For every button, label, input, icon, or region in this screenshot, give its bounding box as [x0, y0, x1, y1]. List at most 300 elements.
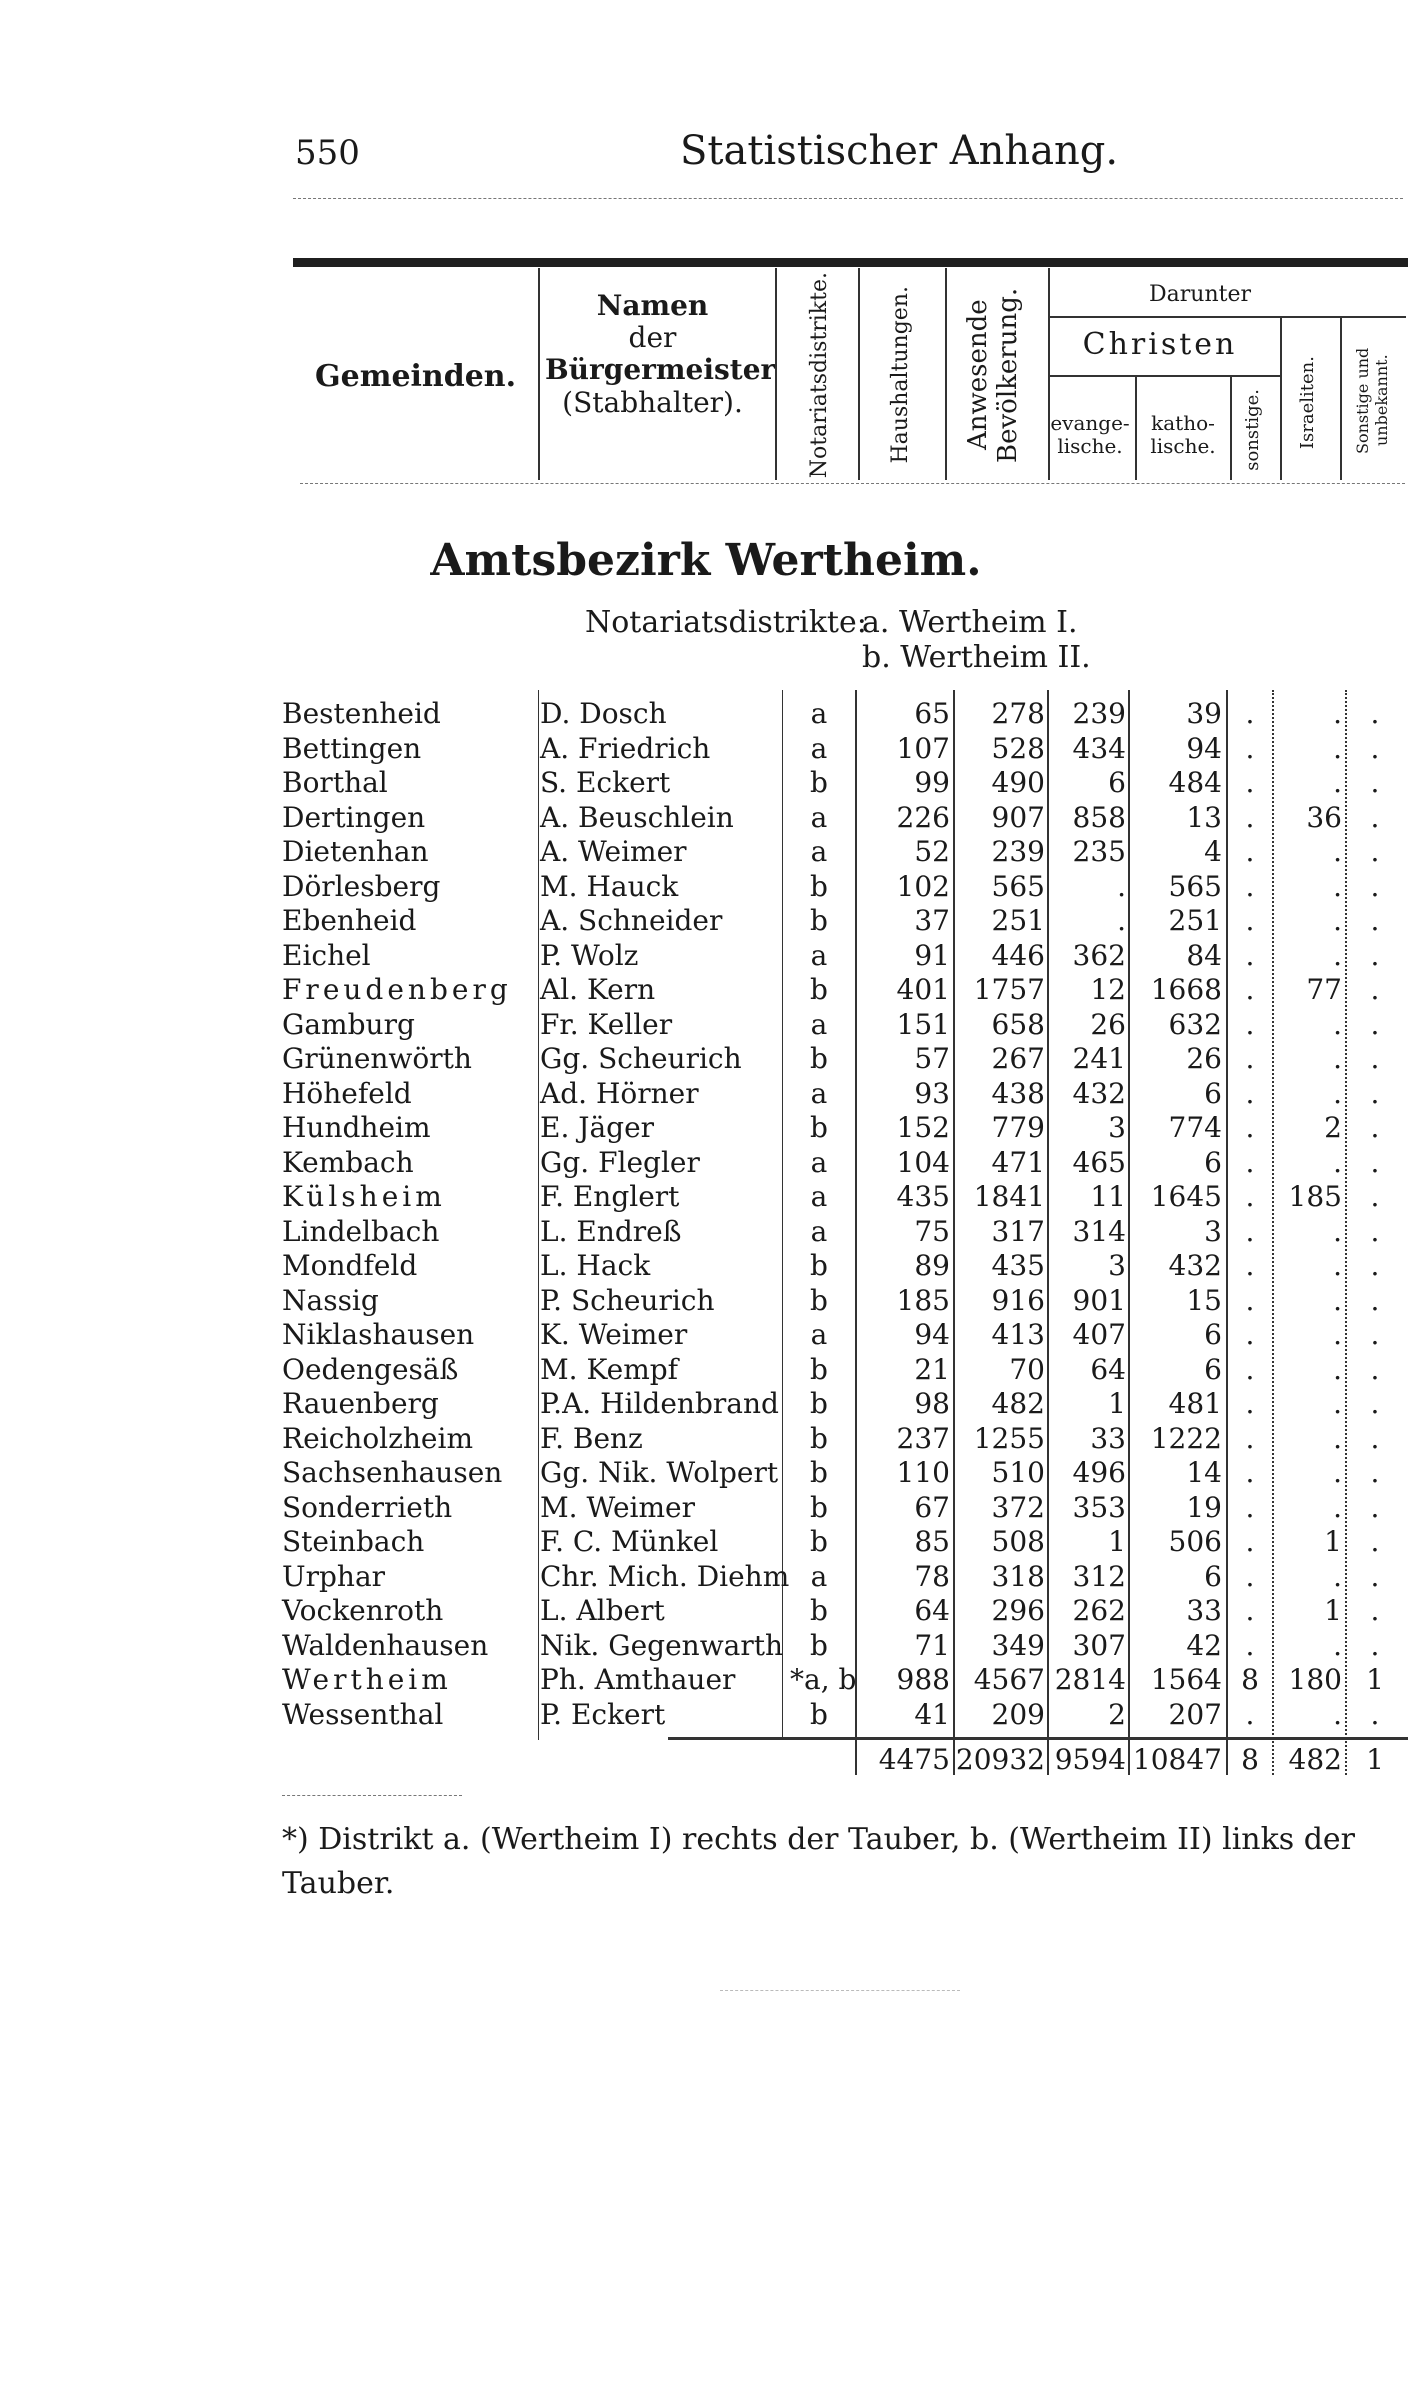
notariat-distrikt: b	[810, 1042, 828, 1075]
katholische-value: 15	[1186, 1283, 1222, 1317]
israeliten-value: .	[1333, 1076, 1342, 1110]
header-divider	[1048, 375, 1280, 377]
sonstige-value: .	[1245, 1145, 1255, 1179]
header-evangelische	[1050, 412, 1130, 458]
header-bevoelkerung: Anwesende Bevölkerung.	[963, 287, 1023, 463]
unbekannt-value: .	[1370, 1456, 1380, 1489]
katholische-value: 42	[1186, 1628, 1222, 1662]
table-row	[0, 1456, 1412, 1490]
haushaltungen-value: 64	[914, 1594, 950, 1627]
buergermeister-name: P.A. Hildenbrand	[540, 1387, 779, 1420]
katholische-value: 1645	[1150, 1180, 1222, 1213]
table-row	[0, 801, 1412, 835]
buergermeister-name: L. Hack	[540, 1249, 651, 1282]
katholische-value: 6	[1204, 1352, 1222, 1386]
israeliten-value: 1	[1324, 1594, 1342, 1627]
bevoelkerung-value: 372	[991, 1490, 1045, 1524]
sonstige-value: .	[1245, 731, 1255, 765]
bevoelkerung-value: 435	[991, 1249, 1045, 1282]
katholische-value: 481	[1168, 1387, 1222, 1420]
katholische-value: 1564	[1150, 1663, 1222, 1696]
gemeinde-name: Sonderrieth	[282, 1490, 453, 1524]
header-katholische-line: katho-	[1151, 411, 1215, 435]
table-row	[0, 1353, 1412, 1387]
unbekannt-value: .	[1370, 1076, 1380, 1110]
buergermeister-name: L. Endreß	[540, 1214, 682, 1248]
bevoelkerung-value: 1757	[973, 973, 1045, 1006]
buergermeister-name: K. Weimer	[540, 1318, 688, 1351]
katholische-value: 3	[1204, 1214, 1222, 1248]
haushaltungen-value: 110	[896, 1456, 950, 1489]
header-evangelische-line: evange-	[1050, 411, 1130, 435]
gemeinde-name: Grünenwörth	[282, 1042, 472, 1075]
evangelische-value: 407	[1072, 1318, 1126, 1351]
buergermeister-name: F. Englert	[540, 1180, 680, 1213]
notariat-distrikt: a	[810, 800, 828, 834]
table-row	[0, 1008, 1412, 1042]
evangelische-value: 901	[1072, 1283, 1126, 1317]
header-israeliten: Israeliten.	[1296, 355, 1318, 450]
evangelische-value: .	[1117, 904, 1126, 937]
evangelische-value: 26	[1090, 1007, 1126, 1041]
haushaltungen-value: 98	[914, 1387, 950, 1420]
buergermeister-name: P. Eckert	[540, 1697, 666, 1731]
bevoelkerung-value: 278	[991, 697, 1045, 730]
haushaltungen-value: 988	[896, 1663, 950, 1696]
gemeinde-name: Kembach	[282, 1145, 414, 1179]
unbekannt-value: .	[1370, 904, 1380, 937]
header-divider	[945, 268, 947, 480]
table-top-rule	[293, 258, 1408, 267]
israeliten-value: .	[1333, 1352, 1342, 1386]
buergermeister-name: A. Friedrich	[540, 731, 711, 765]
israeliten-value: .	[1333, 1283, 1342, 1317]
total-katholische: 10847	[1132, 1743, 1222, 1776]
table-row	[0, 1215, 1412, 1249]
bevoelkerung-value: 70	[1009, 1352, 1045, 1386]
haushaltungen-value: 102	[896, 869, 950, 903]
katholische-value: 6	[1204, 1559, 1222, 1593]
header-sonstige: sonstige.	[1241, 389, 1263, 471]
evangelische-value: 235	[1072, 835, 1126, 868]
notariat-distrikt: a	[810, 731, 828, 765]
bevoelkerung-value: 1841	[973, 1180, 1045, 1213]
bevoelkerung-value: 296	[991, 1594, 1045, 1627]
sonstige-value: .	[1245, 1042, 1255, 1075]
katholische-value: 6	[1204, 1318, 1222, 1351]
page-number: 550	[295, 133, 360, 173]
totals-row	[0, 1743, 1412, 1779]
unbekannt-value: .	[1370, 1007, 1380, 1041]
katholische-value: 13	[1186, 800, 1222, 834]
evangelische-value: 2	[1108, 1697, 1126, 1731]
evangelische-value: 64	[1090, 1352, 1126, 1386]
table-row	[0, 732, 1412, 766]
total-sonstige: 8	[1241, 1743, 1259, 1776]
unbekannt-value: .	[1370, 1249, 1380, 1282]
gemeinde-name: Freudenberg	[282, 973, 512, 1006]
buergermeister-name: A. Beuschlein	[540, 800, 734, 834]
header-divider	[1340, 318, 1342, 480]
evangelische-value: 1	[1108, 1387, 1126, 1420]
unbekannt-value: .	[1370, 1283, 1380, 1317]
buergermeister-name: P. Wolz	[540, 938, 639, 972]
table-row	[0, 1560, 1412, 1594]
haushaltungen-value: 21	[914, 1352, 950, 1386]
haushaltungen-value: 237	[896, 1421, 950, 1455]
israeliten-value: 77	[1306, 973, 1342, 1006]
israeliten-value: .	[1333, 1214, 1342, 1248]
evangelische-value: 12	[1090, 973, 1126, 1006]
unbekannt-value: .	[1370, 800, 1380, 834]
bevoelkerung-value: 471	[991, 1145, 1045, 1179]
haushaltungen-value: 67	[914, 1490, 950, 1524]
buergermeister-name: S. Eckert	[540, 766, 671, 799]
unbekannt-value: .	[1370, 938, 1380, 972]
notariat-distrikt: b	[810, 1594, 828, 1627]
bevoelkerung-value: 318	[991, 1559, 1045, 1593]
katholische-value: 94	[1186, 731, 1222, 765]
bevoelkerung-value: 779	[991, 1111, 1045, 1144]
sonstige-value: .	[1245, 1214, 1255, 1248]
haushaltungen-value: 52	[914, 835, 950, 868]
sonstige-value: .	[1245, 1111, 1255, 1144]
notariat-distrikt: *a, b	[790, 1663, 857, 1696]
notariat-distrikt: a	[810, 1214, 828, 1248]
israeliten-value: .	[1333, 731, 1342, 765]
header-unbekannt: Sonstige und unbekannt.	[1353, 346, 1391, 454]
sonstige-value: .	[1245, 1456, 1255, 1489]
unbekannt-value: .	[1370, 1421, 1380, 1455]
israeliten-value: .	[1333, 1697, 1342, 1731]
evangelische-value: 33	[1090, 1421, 1126, 1455]
israeliten-value: .	[1333, 1559, 1342, 1593]
header-namen	[545, 289, 776, 419]
sonstige-value: .	[1245, 1697, 1255, 1731]
notariat-distrikt: b	[810, 1456, 828, 1489]
evangelische-value: 496	[1072, 1456, 1126, 1489]
gemeinde-name: Dörlesberg	[282, 869, 441, 903]
gemeinde-name: Reicholzheim	[282, 1421, 473, 1455]
sonstige-value: .	[1245, 1559, 1255, 1593]
table-row	[0, 1042, 1412, 1076]
header-namen-line: Namen	[596, 289, 709, 322]
header-unbekannt-cell	[1343, 325, 1403, 475]
katholische-value: 207	[1168, 1697, 1222, 1731]
header-bottom-rule	[300, 483, 1405, 484]
unbekannt-value: .	[1370, 1352, 1380, 1386]
israeliten-value: .	[1333, 1387, 1342, 1420]
evangelische-value: 432	[1072, 1076, 1126, 1110]
israeliten-value: .	[1333, 1042, 1342, 1075]
header-divider	[1280, 318, 1282, 480]
bevoelkerung-value: 907	[991, 800, 1045, 834]
notariat-distrikt: b	[810, 973, 828, 1006]
bevoelkerung-value: 413	[991, 1318, 1045, 1351]
buergermeister-name: F. Benz	[540, 1421, 643, 1455]
header-namen-line: der	[628, 321, 677, 355]
evangelische-value: 11	[1090, 1180, 1126, 1213]
buergermeister-name: A. Schneider	[540, 904, 723, 937]
evangelische-value: 353	[1072, 1490, 1126, 1524]
sonstige-value: .	[1245, 1525, 1255, 1558]
total-bevoelkerung: 20932	[955, 1743, 1045, 1776]
table-row	[0, 1318, 1412, 1352]
header-darunter: Darunter	[1149, 282, 1251, 307]
unbekannt-value: .	[1370, 766, 1380, 799]
bevoelkerung-value: 4567	[973, 1663, 1045, 1696]
katholische-value: 19	[1186, 1490, 1222, 1524]
gemeinde-name: Urphar	[282, 1559, 386, 1593]
sonstige-value: .	[1245, 1318, 1255, 1351]
running-title: Statistischer Anhang.	[680, 128, 1119, 174]
katholische-value: 6	[1204, 1076, 1222, 1110]
sonstige-value: 8	[1241, 1663, 1259, 1696]
gemeinde-name: Ebenheid	[282, 904, 417, 937]
table-row	[0, 904, 1412, 938]
gemeinde-name: Bettingen	[282, 731, 422, 765]
notariat-distrikt: a	[810, 1007, 828, 1041]
evangelische-value: 6	[1108, 766, 1126, 799]
totals-rule	[668, 1737, 1408, 1740]
gemeinde-name: Külsheim	[282, 1180, 446, 1213]
katholische-value: 432	[1168, 1249, 1222, 1282]
katholische-value: 14	[1186, 1456, 1222, 1489]
israeliten-value: .	[1333, 835, 1342, 868]
israeliten-value: 180	[1288, 1663, 1342, 1696]
katholische-value: 33	[1186, 1594, 1222, 1627]
gemeinde-name: Oedengesäß	[282, 1352, 459, 1386]
gemeinde-name: Borthal	[282, 766, 388, 799]
haushaltungen-value: 435	[896, 1180, 950, 1213]
table-row	[0, 1077, 1412, 1111]
evangelische-value: 858	[1072, 800, 1126, 834]
buergermeister-name: Gg. Nik. Wolpert	[540, 1456, 779, 1489]
table-row	[0, 1698, 1412, 1732]
gemeinde-name: Hundheim	[282, 1111, 431, 1144]
notariat-distrikt: a	[810, 1559, 828, 1593]
table-row	[0, 1594, 1412, 1628]
bevoelkerung-value: 349	[991, 1628, 1045, 1662]
israeliten-value: .	[1333, 1490, 1342, 1524]
table-row	[0, 870, 1412, 904]
katholische-value: 6	[1204, 1145, 1222, 1179]
bevoelkerung-value: 916	[991, 1283, 1045, 1317]
notariat-a: a. Wertheim I.	[862, 605, 1078, 640]
israeliten-value: .	[1333, 1249, 1342, 1282]
katholische-value: 632	[1168, 1007, 1222, 1041]
katholische-value: 4	[1204, 835, 1222, 868]
gemeinde-name: Höhefeld	[282, 1076, 412, 1110]
unbekannt-value: .	[1370, 731, 1380, 765]
notariat-distrikt: b	[810, 1387, 828, 1420]
haushaltungen-value: 37	[914, 904, 950, 937]
unbekannt-value: .	[1370, 1318, 1380, 1351]
israeliten-value: 2	[1324, 1111, 1342, 1144]
sonstige-value: .	[1245, 1628, 1255, 1662]
bevoelkerung-value: 510	[991, 1456, 1045, 1489]
total-haushaltungen: 4475	[878, 1743, 950, 1776]
katholische-value: 506	[1168, 1525, 1222, 1558]
gemeinde-name: Mondfeld	[282, 1249, 418, 1282]
notariat-distrikt: a	[810, 1076, 828, 1110]
header-rule	[293, 198, 1403, 199]
haushaltungen-value: 104	[896, 1145, 950, 1179]
table-row	[0, 766, 1412, 800]
page-end-mark	[720, 1990, 960, 1991]
evangelische-value: 307	[1072, 1628, 1126, 1662]
header-gemeinden: Gemeinden.	[315, 359, 517, 394]
bevoelkerung-value: 209	[991, 1697, 1045, 1731]
israeliten-value: .	[1333, 1007, 1342, 1041]
unbekannt-value: .	[1370, 1042, 1380, 1075]
unbekannt-value: .	[1370, 1525, 1380, 1558]
notariat-b: b. Wertheim II.	[862, 640, 1091, 675]
evangelische-value: 362	[1072, 938, 1126, 972]
header-divider	[538, 268, 540, 480]
bevoelkerung-value: 239	[991, 835, 1045, 868]
sonstige-value: .	[1245, 938, 1255, 972]
buergermeister-name: P. Scheurich	[540, 1283, 715, 1317]
evangelische-value: 3	[1108, 1111, 1126, 1144]
israeliten-value: 1	[1324, 1525, 1342, 1558]
katholische-value: 774	[1168, 1111, 1222, 1144]
unbekannt-value: .	[1370, 1697, 1380, 1731]
haushaltungen-value: 185	[896, 1283, 950, 1317]
notariat-distrikt: a	[810, 697, 828, 730]
notariat-distrikt: b	[810, 1490, 828, 1524]
table-row	[0, 1146, 1412, 1180]
sonstige-value: .	[1245, 1490, 1255, 1524]
table-row	[0, 1249, 1412, 1283]
table-row	[0, 1422, 1412, 1456]
haushaltungen-value: 57	[914, 1042, 950, 1075]
haushaltungen-value: 75	[914, 1214, 950, 1248]
unbekannt-value: 1	[1366, 1663, 1384, 1696]
israeliten-value: .	[1333, 1421, 1342, 1455]
katholische-value: 39	[1186, 697, 1222, 730]
unbekannt-value: .	[1370, 1594, 1380, 1627]
buergermeister-name: Gg. Flegler	[540, 1145, 700, 1179]
notariat-distrikt: b	[810, 1283, 828, 1317]
header-katholische	[1138, 412, 1228, 458]
bevoelkerung-value: 267	[991, 1042, 1045, 1075]
notariat-distrikt: a	[810, 1318, 828, 1351]
unbekannt-value: .	[1370, 1628, 1380, 1662]
haushaltungen-value: 226	[896, 800, 950, 834]
sonstige-value: .	[1245, 1352, 1255, 1386]
table-row	[0, 1491, 1412, 1525]
sonstige-value: .	[1245, 1387, 1255, 1420]
sonstige-value: .	[1245, 835, 1255, 868]
header-katholische-line: lische.	[1150, 434, 1216, 458]
total-unbekannt: 1	[1366, 1743, 1384, 1776]
sonstige-value: .	[1245, 1283, 1255, 1317]
evangelische-value: 262	[1072, 1594, 1126, 1627]
haushaltungen-value: 401	[896, 973, 950, 1006]
haushaltungen-value: 71	[914, 1628, 950, 1662]
unbekannt-value: .	[1370, 697, 1380, 730]
bevoelkerung-value: 508	[991, 1525, 1045, 1558]
table-row	[0, 697, 1412, 731]
sonstige-value: .	[1245, 973, 1255, 1006]
header-divider	[858, 268, 860, 480]
evangelische-value: 239	[1072, 697, 1126, 730]
buergermeister-name: M. Weimer	[540, 1490, 695, 1524]
gemeinde-name: Bestenheid	[282, 697, 441, 730]
notariat-distrikt: b	[810, 766, 828, 799]
unbekannt-value: .	[1370, 869, 1380, 903]
katholische-value: 251	[1168, 904, 1222, 937]
gemeinde-name: Gamburg	[282, 1007, 415, 1041]
buergermeister-name: M. Hauck	[540, 869, 679, 903]
haushaltungen-value: 85	[914, 1525, 950, 1558]
footnote-rule	[282, 1795, 462, 1796]
buergermeister-name: E. Jäger	[540, 1111, 655, 1144]
unbekannt-value: .	[1370, 835, 1380, 868]
unbekannt-value: .	[1370, 1490, 1380, 1524]
evangelische-value: 465	[1072, 1145, 1126, 1179]
gemeinde-name: Sachsenhausen	[282, 1456, 503, 1489]
haushaltungen-value: 107	[896, 731, 950, 765]
haushaltungen-value: 93	[914, 1076, 950, 1110]
notariat-distrikt: a	[810, 1145, 828, 1179]
haushaltungen-value: 99	[914, 766, 950, 799]
israeliten-value: .	[1333, 1628, 1342, 1662]
gemeinde-name: Rauenberg	[282, 1387, 439, 1420]
notariat-distrikt: a	[810, 1180, 828, 1213]
header-divider	[1135, 377, 1137, 480]
buergermeister-name: A. Weimer	[540, 835, 687, 868]
gemeinde-name: Eichel	[282, 938, 371, 972]
sonstige-value: .	[1245, 1076, 1255, 1110]
evangelische-value: 1	[1108, 1525, 1126, 1558]
bevoelkerung-value: 251	[991, 904, 1045, 937]
gemeinde-name: Dietenhan	[282, 835, 429, 868]
sonstige-value: .	[1245, 800, 1255, 834]
table-row	[0, 973, 1412, 1007]
unbekannt-value: .	[1370, 1145, 1380, 1179]
katholische-value: 84	[1186, 938, 1222, 972]
gemeinde-name: Waldenhausen	[282, 1628, 489, 1662]
evangelische-value: 3	[1108, 1249, 1126, 1282]
gemeinde-name: Wessenthal	[282, 1697, 444, 1731]
haushaltungen-value: 91	[914, 938, 950, 972]
buergermeister-name: M. Kempf	[540, 1352, 679, 1386]
sonstige-value: .	[1245, 766, 1255, 799]
buergermeister-name: D. Dosch	[540, 697, 667, 730]
gemeinde-name: Steinbach	[282, 1525, 425, 1558]
haushaltungen-value: 65	[914, 697, 950, 730]
header-israeliten-cell	[1283, 330, 1331, 475]
buergermeister-name: Ph. Amthauer	[540, 1663, 736, 1696]
buergermeister-name: L. Albert	[540, 1594, 665, 1627]
gemeinde-name: Wertheim	[282, 1663, 452, 1696]
buergermeister-name: Nik. Gegenwarth	[540, 1628, 784, 1662]
notariat-distrikt: b	[810, 1352, 828, 1386]
katholische-value: 26	[1186, 1042, 1222, 1075]
katholische-value: 484	[1168, 766, 1222, 799]
notariat-distrikt: a	[810, 938, 828, 972]
notariat-distrikt: b	[810, 1249, 828, 1282]
header-christen: Christen	[1082, 327, 1238, 362]
table-row	[0, 1629, 1412, 1663]
bevoelkerung-value: 490	[991, 766, 1045, 799]
header-namen-line: (Stabhalter).	[562, 385, 743, 419]
header-sonstige-cell	[1232, 385, 1272, 475]
unbekannt-value: .	[1370, 1387, 1380, 1420]
israeliten-value: .	[1333, 904, 1342, 937]
